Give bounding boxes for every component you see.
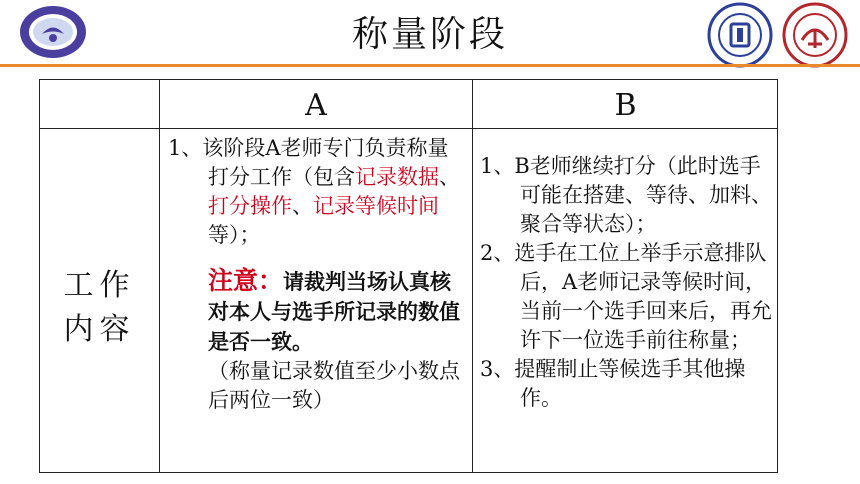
- title-divider: [0, 64, 860, 67]
- table-header-divider: [40, 128, 777, 129]
- a-note-text: 请裁判当场认真核对本人与选手所记录的数值是否一致。: [208, 269, 460, 354]
- cell-b-content: [480, 152, 776, 413]
- a-sep-1: 、: [439, 165, 460, 189]
- table-divider-col1: [159, 80, 160, 472]
- a-note: [168, 266, 460, 357]
- column-header-a: A: [305, 88, 327, 123]
- content-table: [39, 79, 778, 473]
- a-p1-prefix: 1、该阶段A老师专门负责称量打分工作（包含: [168, 136, 449, 189]
- donghua-university-seal: [782, 2, 848, 68]
- a-highlight-scoring: 打分操作: [208, 194, 292, 218]
- a-sep-2: 、: [292, 194, 313, 218]
- column-header-b: B: [614, 88, 637, 123]
- a-highlight-wait-time: 记录等候时间: [313, 194, 439, 218]
- minjiang-university-seal: [707, 2, 773, 68]
- a-paragraph-1: [168, 134, 460, 250]
- table-divider-col2: [472, 80, 473, 472]
- row-header-work-content: [40, 264, 159, 352]
- a-p1-suffix: 等）；: [208, 223, 261, 247]
- a-note-label: 注意：: [208, 266, 284, 295]
- row-header-line-1: 工作: [63, 268, 136, 303]
- row-header-line-2: 内容: [63, 312, 136, 347]
- b-item-2: 2、选手在工位上举手示意排队后，A老师记录等候时间，当前一个选手回来后，再允许下一位选手前往称量；: [480, 241, 772, 352]
- cell-a-content: [168, 134, 460, 415]
- page-title: 称量阶段: [351, 14, 508, 55]
- b-item-1: 1、B老师继续打分（此时选手可能在搭建、等待、加料、聚合等状态）；: [480, 154, 772, 236]
- b-item-3: 3、提醒制止等候选手其他操作。: [480, 357, 746, 410]
- a-highlight-record-data: 记录数据: [355, 165, 439, 189]
- a-note-paren: （称量记录数值至少小数点后两位一致）: [208, 359, 460, 412]
